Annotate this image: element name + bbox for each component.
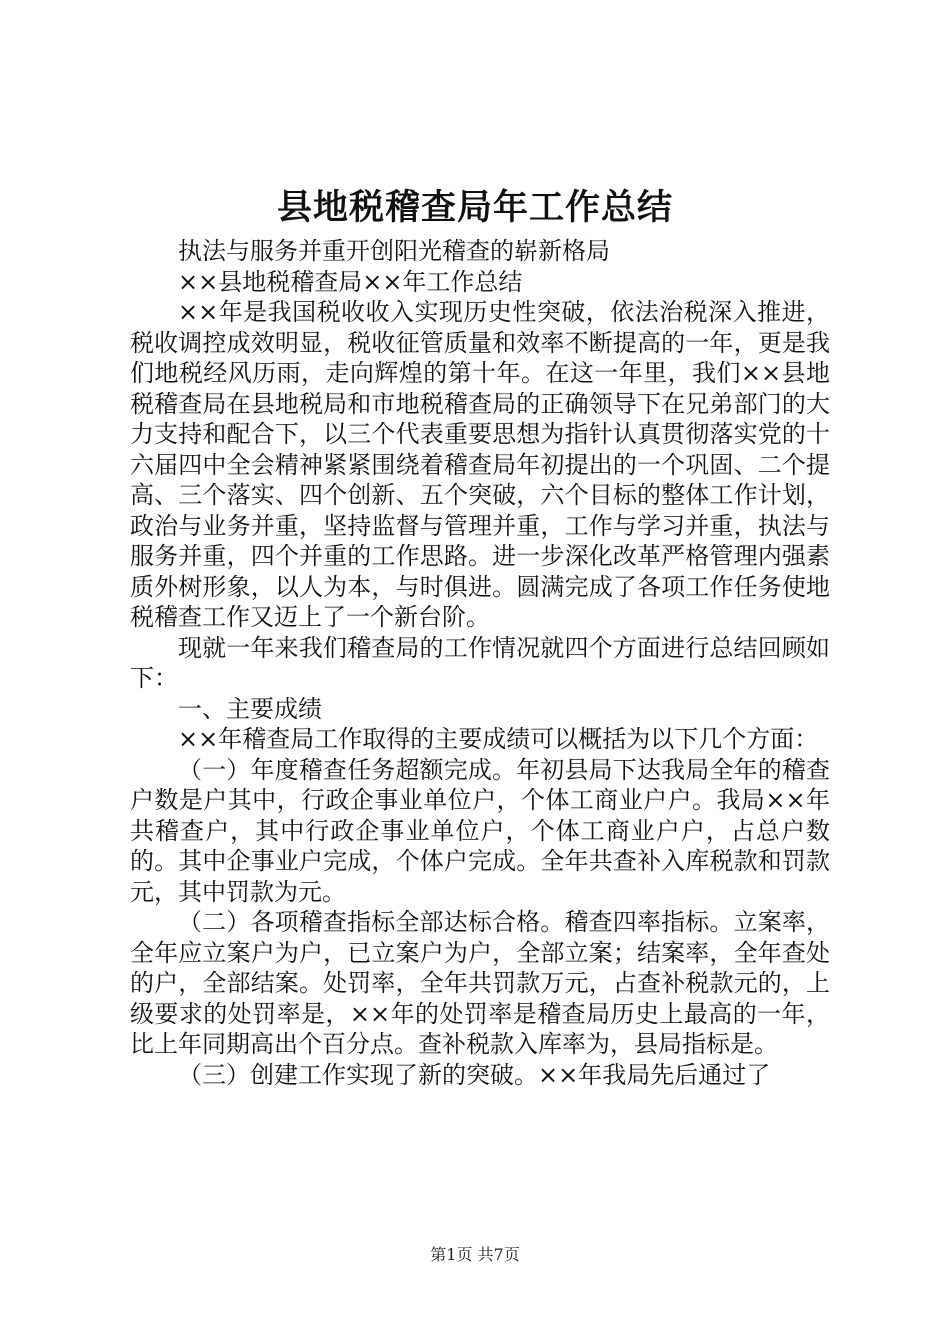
document-body	[130, 236, 830, 1090]
overview-paragraph: 现就一年来我们稽查局的工作情况就四个方面进行总结回顾如下：	[130, 633, 830, 692]
document-title: 县地税稽查局年工作总结	[276, 187, 673, 228]
item-two-paragraph: （二）各项稽查指标全部达标合格。稽查四率指标。立案率，全年应立案户为户，已立案户为户，全部立案；结案率，全年查处的户，全部结案。处罚率，全年共罚款万元，占查补税款元的，上级要求的处罚率是，××年的处罚率是稽查局历史上最高的一年，比上年同期高出个百分点。查补税款入库率为，县局指标是。	[130, 908, 830, 1058]
page-footer: 第1页 共7页	[430, 1245, 520, 1264]
subtitle-paragraph: 执法与服务并重开创阳光稽查的崭新格局	[178, 237, 610, 265]
section-intro-paragraph: ××年稽查局工作取得的主要成绩可以概括为以下几个方面：	[178, 725, 819, 753]
intro-paragraph: ××年是我国税收收入实现历史性突破，依法治税深入推进，税收调控成效明显，税收征管质量和效率不断提高的一年，更是我们地税经风历雨，走向辉煌的第十年。在这一年里，我们××县地税稽查局在县地税局和市地税稽查局的正确领导下在兄弟部门的大力支持和配合下，以三个代表重要思想为指针认真贯彻落实党的十六届四中全会精神紧紧围绕着稽查局年初提出的一个巩固、二个提高、三个落实、四个创新、五个突破，六个目标的整体工作计划，政治与业务并重，坚持监督与管理并重，工作与学习并重，执法与服务并重，四个并重的工作思路。进一步深化改革严格管理内强素质外树形象，以人为本，与时俱进。圆满完成了各项工作任务使地税稽查工作又迈上了一个新台阶。	[130, 298, 830, 631]
section-heading: 一、主要成绩	[178, 694, 322, 723]
item-one-paragraph: （一）年度稽查任务超额完成。年初县局下达我局全年的稽查户数是户其中，行政企事业单位户，个体工商业户户。我局××年共稽查户，其中行政企事业单位户，个体工商业户户，占总户数的。其中企事业户完成，个体户完成。全年共查补入库税款和罚款元，其中罚款为元。	[130, 755, 830, 906]
report-heading-paragraph: ××县地税稽查局××年工作总结	[178, 267, 523, 296]
item-three-paragraph: （三）创建工作实现了新的突破。××年我局先后通过了	[178, 1060, 771, 1089]
